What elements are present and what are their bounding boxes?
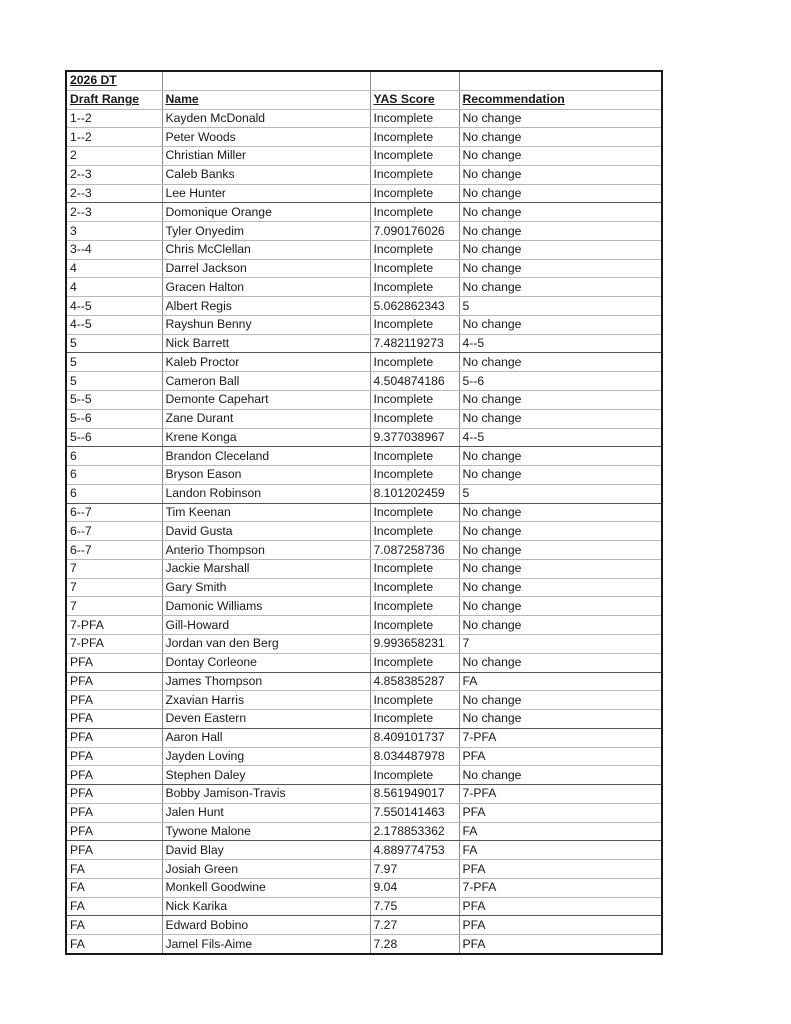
name-cell: Tywone Malone: [162, 822, 370, 841]
recommendation-cell: No change: [459, 203, 662, 222]
yas-score-cell: 8.561949017: [370, 785, 459, 804]
table-row: [66, 878, 662, 897]
name-cell: Aaron Hall: [162, 728, 370, 747]
draft-range-cell: PFA: [66, 747, 162, 766]
name-cell: Cameron Ball: [162, 372, 370, 391]
recommendation-cell: 4--5: [459, 334, 662, 353]
recommendation-cell: No change: [459, 766, 662, 785]
draft-range-cell: 4--5: [66, 315, 162, 334]
header-name: Name: [162, 90, 370, 109]
name-cell: Edward Bobino: [162, 916, 370, 935]
recommendation-cell: PFA: [459, 935, 662, 954]
draft-table: [65, 70, 663, 955]
recommendation-cell: No change: [459, 522, 662, 541]
recommendation-cell: PFA: [459, 747, 662, 766]
recommendation-cell: No change: [459, 447, 662, 466]
draft-range-cell: FA: [66, 860, 162, 879]
yas-score-cell: Incomplete: [370, 578, 459, 597]
yas-score-cell: Incomplete: [370, 466, 459, 485]
yas-score-cell: Incomplete: [370, 691, 459, 710]
table-row: [66, 653, 662, 672]
yas-score-cell: 9.993658231: [370, 634, 459, 653]
name-cell: Darrel Jackson: [162, 259, 370, 278]
name-cell: Demonte Capehart: [162, 391, 370, 410]
table-row: [66, 184, 662, 203]
table-row: [66, 559, 662, 578]
table-row: [66, 616, 662, 635]
draft-range-cell: PFA: [66, 785, 162, 804]
name-cell: Krene Konga: [162, 428, 370, 447]
recommendation-cell: No change: [459, 653, 662, 672]
recommendation-cell: 7-PFA: [459, 728, 662, 747]
yas-score-cell: 7.550141463: [370, 803, 459, 822]
recommendation-cell: 4--5: [459, 428, 662, 447]
yas-score-cell: Incomplete: [370, 165, 459, 184]
draft-range-cell: 6: [66, 466, 162, 485]
draft-range-cell: PFA: [66, 672, 162, 691]
table-row: [66, 541, 662, 560]
draft-range-cell: 4: [66, 278, 162, 297]
recommendation-cell: No change: [459, 128, 662, 147]
draft-range-cell: 6: [66, 447, 162, 466]
draft-range-cell: 5--5: [66, 391, 162, 410]
yas-score-cell: Incomplete: [370, 653, 459, 672]
table-row: [66, 203, 662, 222]
recommendation-cell: FA: [459, 672, 662, 691]
table-row: [66, 428, 662, 447]
recommendation-cell: No change: [459, 353, 662, 372]
name-cell: Dontay Corleone: [162, 653, 370, 672]
name-cell: Tyler Onyedim: [162, 222, 370, 241]
recommendation-cell: No change: [459, 165, 662, 184]
name-cell: Domonique Orange: [162, 203, 370, 222]
recommendation-cell: No change: [459, 222, 662, 241]
draft-range-cell: 2--3: [66, 165, 162, 184]
name-cell: Jalen Hunt: [162, 803, 370, 822]
name-cell: Zxavian Harris: [162, 691, 370, 710]
draft-range-cell: 4: [66, 259, 162, 278]
table-row: [66, 484, 662, 503]
name-cell: Stephen Daley: [162, 766, 370, 785]
name-cell: Anterio Thompson: [162, 541, 370, 560]
table-row: [66, 747, 662, 766]
yas-score-cell: Incomplete: [370, 391, 459, 410]
draft-range-cell: PFA: [66, 822, 162, 841]
draft-range-cell: 7: [66, 559, 162, 578]
yas-score-cell: 8.034487978: [370, 747, 459, 766]
draft-range-cell: PFA: [66, 710, 162, 729]
table-row: [66, 447, 662, 466]
table-row: [66, 672, 662, 691]
yas-score-cell: 2.178853362: [370, 822, 459, 841]
yas-score-cell: 7.28: [370, 935, 459, 954]
yas-score-cell: Incomplete: [370, 522, 459, 541]
table-row: [66, 860, 662, 879]
yas-score-cell: Incomplete: [370, 503, 459, 522]
table-row: [66, 803, 662, 822]
name-cell: Nick Barrett: [162, 334, 370, 353]
yas-score-cell: Incomplete: [370, 710, 459, 729]
recommendation-cell: No change: [459, 710, 662, 729]
recommendation-cell: No change: [459, 559, 662, 578]
yas-score-cell: 9.04: [370, 878, 459, 897]
header-row: [66, 90, 662, 109]
recommendation-cell: No change: [459, 466, 662, 485]
recommendation-cell: PFA: [459, 803, 662, 822]
draft-range-cell: 5--6: [66, 409, 162, 428]
yas-score-cell: 7.27: [370, 916, 459, 935]
yas-score-cell: Incomplete: [370, 447, 459, 466]
name-cell: Jordan van den Berg: [162, 634, 370, 653]
table-row: [66, 522, 662, 541]
table-row: [66, 165, 662, 184]
draft-range-cell: 4--5: [66, 297, 162, 316]
table-row: [66, 109, 662, 128]
yas-score-cell: 4.889774753: [370, 841, 459, 860]
draft-range-cell: FA: [66, 935, 162, 954]
name-cell: Rayshun Benny: [162, 315, 370, 334]
yas-score-cell: 9.377038967: [370, 428, 459, 447]
draft-range-cell: PFA: [66, 728, 162, 747]
header-yas-score: YAS Score: [370, 90, 459, 109]
draft-range-cell: 2--3: [66, 203, 162, 222]
recommendation-cell: No change: [459, 409, 662, 428]
draft-range-cell: 7: [66, 597, 162, 616]
table-row: [66, 935, 662, 954]
draft-range-cell: 3: [66, 222, 162, 241]
draft-range-cell: 6--7: [66, 541, 162, 560]
table-row: [66, 578, 662, 597]
recommendation-cell: No change: [459, 147, 662, 166]
draft-range-cell: 5--6: [66, 428, 162, 447]
name-cell: Landon Robinson: [162, 484, 370, 503]
name-cell: Josiah Green: [162, 860, 370, 879]
empty-cell: [459, 71, 662, 90]
yas-score-cell: Incomplete: [370, 278, 459, 297]
yas-score-cell: Incomplete: [370, 203, 459, 222]
yas-score-cell: 4.858385287: [370, 672, 459, 691]
table-row: [66, 503, 662, 522]
table-row: [66, 222, 662, 241]
name-cell: Gracen Halton: [162, 278, 370, 297]
yas-score-cell: Incomplete: [370, 184, 459, 203]
recommendation-cell: PFA: [459, 897, 662, 916]
recommendation-cell: FA: [459, 822, 662, 841]
recommendation-cell: No change: [459, 597, 662, 616]
draft-range-cell: 7: [66, 578, 162, 597]
empty-cell: [370, 71, 459, 90]
draft-range-cell: PFA: [66, 653, 162, 672]
table-row: [66, 822, 662, 841]
recommendation-cell: FA: [459, 841, 662, 860]
table-row: [66, 240, 662, 259]
name-cell: Caleb Banks: [162, 165, 370, 184]
draft-range-cell: 7-PFA: [66, 616, 162, 635]
yas-score-cell: Incomplete: [370, 259, 459, 278]
draft-range-cell: 1--2: [66, 109, 162, 128]
table-row: [66, 353, 662, 372]
name-cell: Christian Miller: [162, 147, 370, 166]
recommendation-cell: No change: [459, 616, 662, 635]
recommendation-cell: No change: [459, 691, 662, 710]
draft-range-cell: 7-PFA: [66, 634, 162, 653]
header-draft-range: Draft Range: [66, 90, 162, 109]
yas-score-cell: 7.75: [370, 897, 459, 916]
recommendation-cell: 7-PFA: [459, 785, 662, 804]
recommendation-cell: 5: [459, 484, 662, 503]
draft-range-cell: 2: [66, 147, 162, 166]
table-row: [66, 259, 662, 278]
name-cell: Jamel Fils-Aime: [162, 935, 370, 954]
recommendation-cell: No change: [459, 391, 662, 410]
name-cell: Gill-Howard: [162, 616, 370, 635]
table-row: [66, 466, 662, 485]
table-row: [66, 147, 662, 166]
table-row: [66, 409, 662, 428]
name-cell: Bobby Jamison-Travis: [162, 785, 370, 804]
draft-range-cell: 1--2: [66, 128, 162, 147]
recommendation-cell: PFA: [459, 860, 662, 879]
name-cell: Gary Smith: [162, 578, 370, 597]
yas-score-cell: 8.409101737: [370, 728, 459, 747]
recommendation-cell: No change: [459, 503, 662, 522]
draft-range-cell: PFA: [66, 803, 162, 822]
table-row: [66, 897, 662, 916]
yas-score-cell: 5.062862343: [370, 297, 459, 316]
table-row: [66, 372, 662, 391]
table-row: [66, 766, 662, 785]
name-cell: Jayden Loving: [162, 747, 370, 766]
yas-score-cell: 7.087258736: [370, 541, 459, 560]
recommendation-cell: 7: [459, 634, 662, 653]
name-cell: Damonic Williams: [162, 597, 370, 616]
name-cell: James Thompson: [162, 672, 370, 691]
name-cell: Deven Eastern: [162, 710, 370, 729]
yas-score-cell: 8.101202459: [370, 484, 459, 503]
yas-score-cell: Incomplete: [370, 128, 459, 147]
name-cell: Kaleb Proctor: [162, 353, 370, 372]
draft-range-cell: 2--3: [66, 184, 162, 203]
table-row: [66, 710, 662, 729]
yas-score-cell: Incomplete: [370, 597, 459, 616]
table-title: 2026 DT: [66, 71, 162, 90]
draft-range-cell: 5: [66, 353, 162, 372]
name-cell: David Blay: [162, 841, 370, 860]
yas-score-cell: 7.090176026: [370, 222, 459, 241]
recommendation-cell: 7-PFA: [459, 878, 662, 897]
table-row: [66, 841, 662, 860]
table-row: [66, 597, 662, 616]
name-cell: Peter Woods: [162, 128, 370, 147]
draft-range-cell: PFA: [66, 841, 162, 860]
yas-score-cell: Incomplete: [370, 559, 459, 578]
recommendation-cell: No change: [459, 541, 662, 560]
name-cell: Lee Hunter: [162, 184, 370, 203]
name-cell: Monkell Goodwine: [162, 878, 370, 897]
table-row: [66, 728, 662, 747]
draft-range-cell: FA: [66, 878, 162, 897]
name-cell: Nick Karika: [162, 897, 370, 916]
table-row: [66, 916, 662, 935]
name-cell: Kayden McDonald: [162, 109, 370, 128]
name-cell: Tim Keenan: [162, 503, 370, 522]
recommendation-cell: No change: [459, 109, 662, 128]
table-row: [66, 785, 662, 804]
yas-score-cell: Incomplete: [370, 409, 459, 428]
recommendation-cell: No change: [459, 184, 662, 203]
table-row: [66, 391, 662, 410]
draft-range-cell: 6: [66, 484, 162, 503]
header-recommendation: Recommendation: [459, 90, 662, 109]
table-row: [66, 128, 662, 147]
recommendation-cell: 5: [459, 297, 662, 316]
recommendation-cell: No change: [459, 259, 662, 278]
name-cell: Brandon Cleceland: [162, 447, 370, 466]
name-cell: David Gusta: [162, 522, 370, 541]
recommendation-cell: No change: [459, 278, 662, 297]
draft-range-cell: FA: [66, 916, 162, 935]
yas-score-cell: Incomplete: [370, 315, 459, 334]
yas-score-cell: Incomplete: [370, 147, 459, 166]
yas-score-cell: 7.97: [370, 860, 459, 879]
table-row: [66, 691, 662, 710]
table-row: [66, 297, 662, 316]
name-cell: Zane Durant: [162, 409, 370, 428]
name-cell: Chris McClellan: [162, 240, 370, 259]
name-cell: Jackie Marshall: [162, 559, 370, 578]
table-row: [66, 634, 662, 653]
recommendation-cell: PFA: [459, 916, 662, 935]
draft-range-cell: 6--7: [66, 522, 162, 541]
draft-range-cell: 5: [66, 334, 162, 353]
table-row: [66, 278, 662, 297]
yas-score-cell: Incomplete: [370, 240, 459, 259]
recommendation-cell: No change: [459, 578, 662, 597]
name-cell: Albert Regis: [162, 297, 370, 316]
recommendation-cell: No change: [459, 240, 662, 259]
title-row: [66, 71, 662, 90]
draft-range-cell: 5: [66, 372, 162, 391]
name-cell: Bryson Eason: [162, 466, 370, 485]
yas-score-cell: Incomplete: [370, 353, 459, 372]
draft-range-cell: 3--4: [66, 240, 162, 259]
yas-score-cell: 4.504874186: [370, 372, 459, 391]
draft-range-cell: PFA: [66, 766, 162, 785]
table-row: [66, 315, 662, 334]
empty-cell: [162, 71, 370, 90]
draft-range-cell: 6--7: [66, 503, 162, 522]
recommendation-cell: 5--6: [459, 372, 662, 391]
yas-score-cell: 7.482119273: [370, 334, 459, 353]
draft-range-cell: PFA: [66, 691, 162, 710]
yas-score-cell: Incomplete: [370, 766, 459, 785]
recommendation-cell: No change: [459, 315, 662, 334]
yas-score-cell: Incomplete: [370, 616, 459, 635]
table-row: [66, 334, 662, 353]
yas-score-cell: Incomplete: [370, 109, 459, 128]
draft-range-cell: FA: [66, 897, 162, 916]
